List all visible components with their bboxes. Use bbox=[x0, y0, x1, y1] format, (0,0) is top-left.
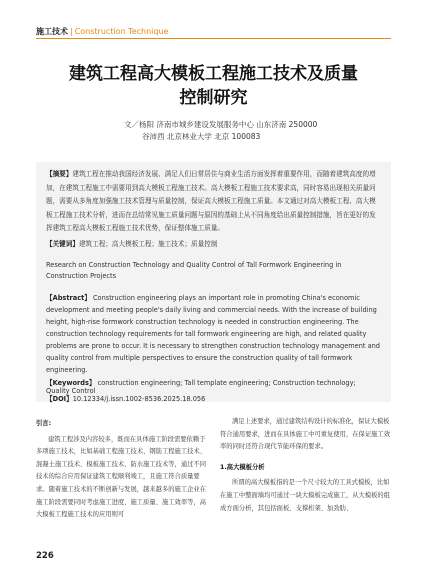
section-1-heading: 1.高大模板分析 bbox=[220, 463, 265, 471]
article-title bbox=[36, 62, 391, 110]
title-line-1: 建筑工程高大模板工程施工技术及质量 bbox=[69, 64, 358, 84]
body-column-right bbox=[220, 416, 392, 515]
keywords-en-text: construction engineering; Tall template engineering; Construction technology; Quality Control bbox=[46, 379, 356, 395]
title-line-2: 控制研究 bbox=[179, 88, 248, 108]
body-column-left bbox=[36, 418, 208, 522]
keywords-cn bbox=[46, 238, 381, 248]
abstract-en-label: 【Abstract】 bbox=[46, 294, 91, 302]
intro-paragraph: 建筑工程涉及内容较多，既而在具体施工阶段需要依赖于多项施工技术，比如基础工程施工技术、钢筋工程施工技术、混凝土施工技术、模板施工技术、防水施工技术等，通过不同技术的综合应用保证建筑工程顺利竣工，且施工符合质量要求。随着施工技术的不断创新与发展，越来越多的施工企业在施工阶段需要同时考虑施工进度、施工质量、施工效率等，高大模板工程施工技术的应用则可 bbox=[36, 435, 207, 519]
abstract-en-text: Construction engineering plays an important role in promoting China's economic development and meeting people's daily living and commercial needs. With the increase of building height, high-rise formwork construction technology is needed in construction engineering. The construction technology requirements for tall formwork engineering are high, and related quality problems are prone to occur. It is necessary to strengthen construction technology management and quality control from multiple perspectives to ensure the construction quality of tall formwork engineering. bbox=[46, 294, 380, 374]
author-line-1: 文／杨阳 济南市城乡建设发展服务中心 山东济南 250000 bbox=[124, 120, 318, 129]
right-paragraph-1: 满足上述要求，通过建筑结构设计的标准化，保证大模板符合通用要求，进而在具体施工中可重复使用，在保证施工效率的同时还符合现代节能环保的要求。 bbox=[220, 418, 391, 451]
doi-label: 【DOI】 bbox=[46, 395, 73, 403]
running-header bbox=[36, 26, 168, 37]
section-label-en: Construction Technique bbox=[74, 27, 169, 36]
english-title: Research on Construction Technology and Quality Control of Tall Formwork Engineering in Construction Projects bbox=[46, 261, 342, 280]
keywords-cn-text: 建筑工程；高大模板工程；施工技术；质量控制 bbox=[78, 240, 218, 248]
header-rule bbox=[36, 38, 391, 39]
abstract-en bbox=[46, 292, 381, 376]
doi-text: 10.12334/j.issn.1002-8536.2025.18.056 bbox=[72, 395, 206, 403]
author-block bbox=[124, 119, 317, 143]
author-line-2: 谷沛西 北京林业大学 北京 100083 bbox=[142, 132, 261, 141]
keywords-en-label: 【Keywords】 bbox=[46, 379, 96, 387]
abstract-cn-label: 【摘要】 bbox=[46, 170, 73, 178]
intro-heading: 引言: bbox=[36, 420, 52, 427]
abstract-cn-text: 建筑工程在推动我国经济发展、满足人们日常居住与商业生活方面发挥着重要作用，而随着建筑高度的增加，在建筑工程施工中需要用到高大模板工程施工技术。高大模板工程施工技术要求高，同时容易出现相关质量问题，需要从多角度加强施工技术管理与质量控制，保证高大模板工程施工质量。本文通过对高大模板工程、高大模板工程施工技术分析，进而在总结常见施工质量问题与原因的基础上从不同角度给出质量控制措施，旨在更好的发挥建筑工程高大模板工程施工技术优势，保证整体施工质量。 bbox=[46, 170, 376, 232]
keywords-cn-label: 【关键词】 bbox=[46, 240, 79, 248]
right-paragraph-2: 所谓的高大模板指的是一个尺寸较大的工具式模板，比如在施工中整面墙均可通过一块大模板完成施工，从大模板的组成方面分析，其包括面板、支撑桁架、加劲肋、 bbox=[220, 479, 391, 512]
abstract-box bbox=[36, 162, 391, 402]
header-divider: | bbox=[70, 27, 73, 36]
abstract-cn bbox=[46, 168, 381, 236]
section-label: 施工技术 bbox=[36, 27, 68, 36]
page-number: 226 bbox=[36, 551, 54, 561]
doi-line bbox=[46, 393, 381, 403]
